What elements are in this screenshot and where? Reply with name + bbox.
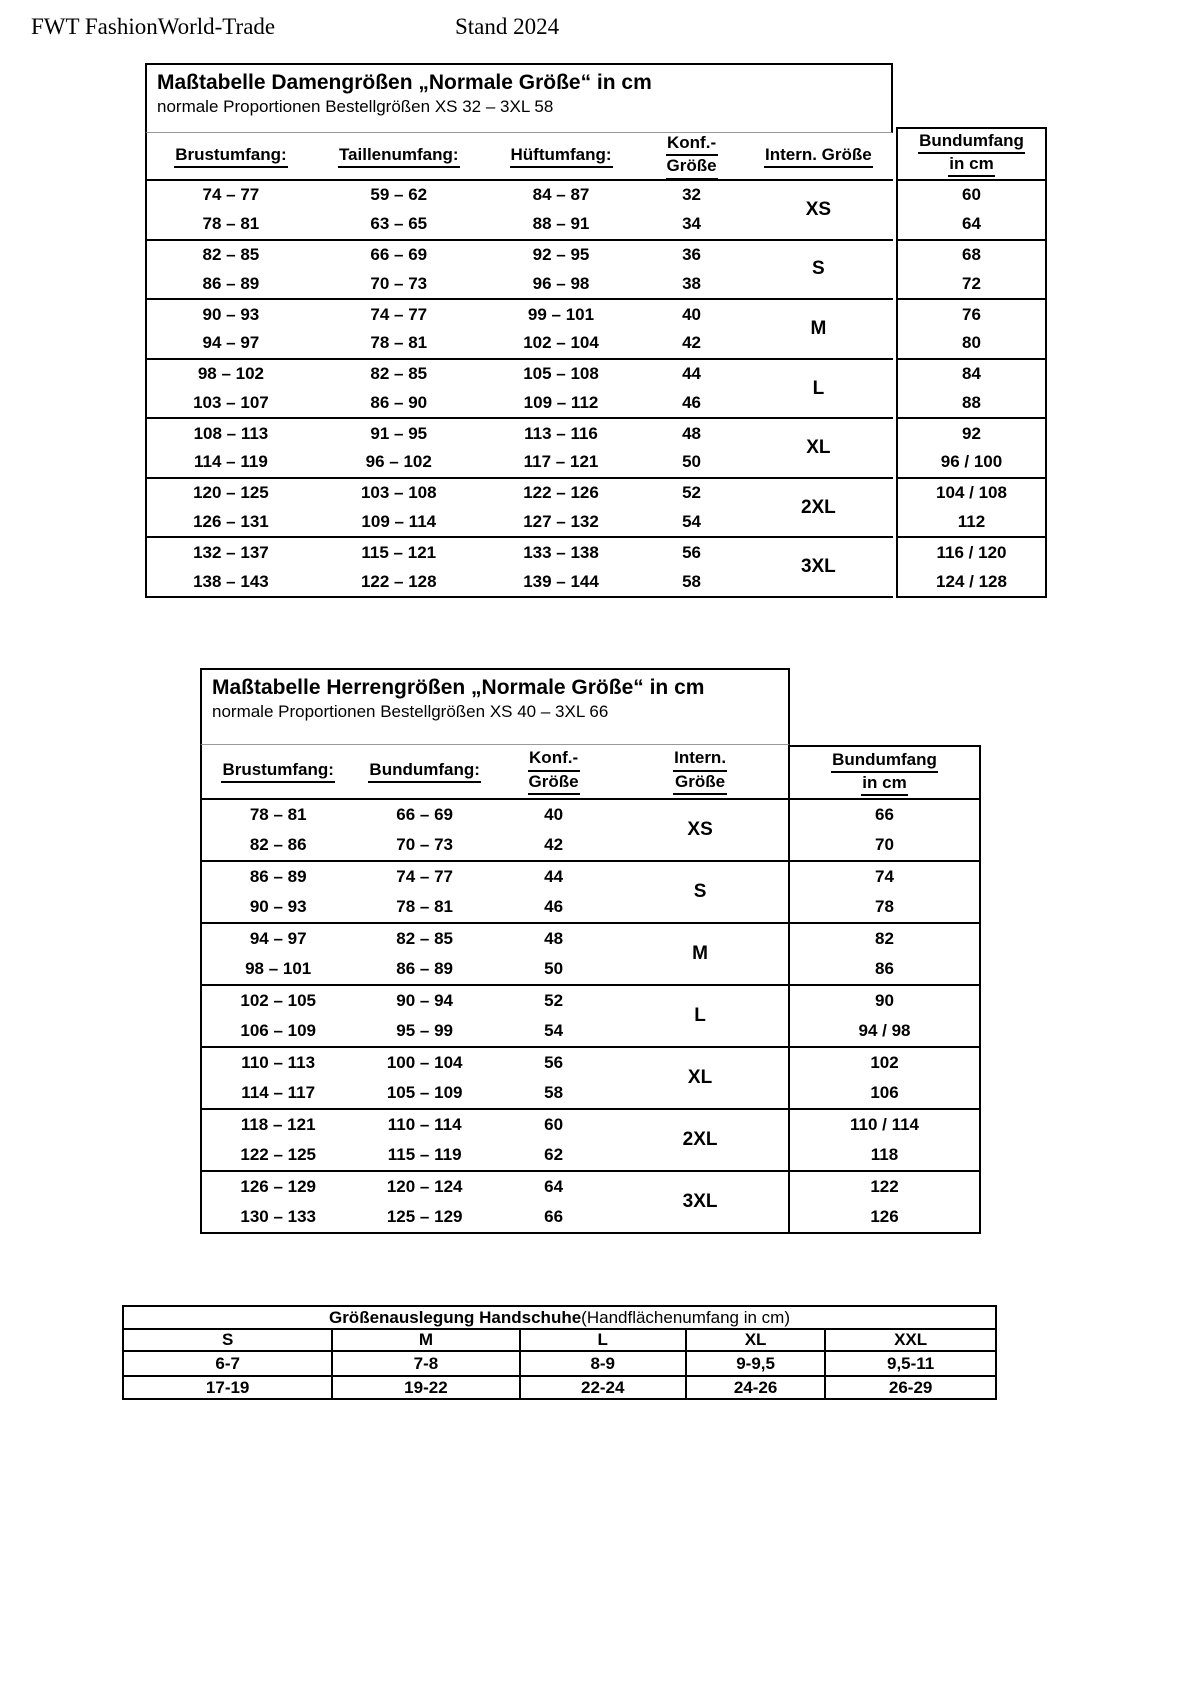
measurement-cell: 127 – 132 [523,512,599,532]
measurement-cell: 114 – 117 [241,1083,316,1102]
measurement-cell: 52 [544,991,564,1010]
bund-group [790,1170,979,1232]
bund-group [790,860,979,922]
size-label: L [812,377,825,399]
glove-palm-value: 7-8 [331,1350,518,1375]
bund-group [898,417,1045,477]
men-bund-column [790,745,981,1234]
measurement-cell: 108 – 113 [193,423,269,443]
bund-group [790,1046,979,1108]
bund-value-cell: 64 [962,214,981,234]
women-table-subtitle: normale Proportionen Bestellgrößen XS 32 – 3XL 58 [157,97,554,117]
measurement-cell: 88 – 91 [532,214,590,234]
bund-value-cell: 96 / 100 [940,452,1003,472]
glove-table-title-bold: Größenauslegung Handschuhe [328,1307,582,1327]
bund-value-cell: 102 [870,1053,899,1072]
men-size-table [200,668,981,1234]
measurement-cell: 100 – 104 [386,1053,463,1072]
women-bund-column [896,127,1047,598]
column-header [368,760,480,783]
measurement-cell: 78 – 81 [202,214,260,234]
size-group [202,1170,788,1232]
glove-palm-value: 9-9,5 [685,1350,824,1375]
measurement-cell: 70 – 73 [396,835,454,854]
measurement-cell: 46 [544,897,564,916]
measurement-cell: 90 – 93 [202,304,260,324]
measurement-cell: 32 [682,185,702,205]
measurement-cell: 130 – 133 [240,1207,316,1226]
measurement-cell: 66 – 69 [396,805,454,824]
size-group [202,860,788,922]
bund-value-cell: 72 [962,273,981,293]
size-label: XL [806,437,831,459]
glove-cm-value: 24-26 [685,1375,824,1398]
measurement-cell: 56 [544,1053,564,1072]
bund-value-cell: 70 [875,835,894,854]
measurement-cell: 98 – 102 [197,364,265,384]
glove-cm-value: 22-24 [519,1375,685,1398]
measurement-cell: 78 – 81 [396,897,454,916]
glove-table-title [124,1307,995,1328]
men-table-subtitle: normale Proportionen Bestellgrößen XS 40 – 3XL 66 [212,702,609,722]
size-group [202,800,788,860]
bund-group [898,477,1045,537]
measurement-cell: 90 – 94 [396,991,454,1010]
size-label: 3XL [682,1191,718,1212]
measurement-cell: 114 – 119 [194,452,268,472]
measurement-cell: 40 [544,805,564,824]
column-header-line: Intern. [673,748,727,771]
bund-value-cell: 66 [875,805,894,824]
glove-size-header: XXL [824,1328,995,1350]
measurement-cell: 122 – 125 [240,1145,316,1164]
measurement-cell: 95 – 99 [396,1021,454,1040]
size-group [202,984,788,1046]
glove-palm-value: 6-7 [124,1350,331,1375]
measurement-cell: 105 – 109 [386,1083,463,1102]
column-header-line: Brustumfang: [221,760,334,783]
bund-value-cell: 84 [962,364,981,384]
size-label: XS [687,819,713,840]
size-group [147,417,893,477]
men-table-title: Maßtabelle Herrengrößen „Normale Größe“ in cm [212,676,705,699]
measurement-cell: 78 – 81 [370,333,428,353]
glove-size-header: L [519,1328,685,1350]
measurement-cell: 44 [682,364,702,384]
measurement-cell: 82 – 85 [396,929,454,948]
size-group [147,181,893,239]
column-header-line: Bundumfang: [368,760,480,783]
bund-value-cell: 122 [870,1177,899,1196]
bund-value-cell: 82 [875,929,894,948]
bund-value-cell: 110 / 114 [849,1115,920,1134]
measurement-cell: 84 – 87 [532,185,590,205]
bund-value-cell: 60 [962,185,981,205]
bund-value-cell: 86 [875,959,894,978]
size-label: M [692,943,708,964]
measurement-cell: 66 – 69 [370,244,428,264]
measurement-cell: 96 – 98 [532,273,590,293]
women-bund-rows [898,181,1045,596]
women-table-header-row [147,133,893,181]
measurement-cell: 42 [544,835,564,854]
column-header-line: Intern. Größe [764,145,873,168]
women-bund-header-line1: Bundumfang [918,131,1025,154]
measurement-cell: 36 [682,244,702,264]
measurement-cell: 63 – 65 [370,214,428,234]
women-table-title: Maßtabelle Damengrößen „Normale Größe“ in cm [157,71,652,94]
measurement-cell: 59 – 62 [370,185,428,205]
measurement-cell: 122 – 128 [360,571,437,591]
measurement-cell: 52 [682,483,702,503]
measurement-cell: 117 – 121 [523,452,599,472]
bund-group [790,984,979,1046]
glove-size-header: XL [685,1328,824,1350]
size-group [147,358,893,418]
measurement-cell: 66 [544,1207,564,1226]
measurement-cell: 82 – 86 [249,835,307,854]
measurement-cell: 103 – 107 [193,392,269,412]
size-label: S [812,258,825,280]
measurement-cell: 118 – 121 [240,1115,316,1134]
bund-value-cell: 104 / 108 [936,483,1007,503]
measurement-cell: 90 – 93 [249,897,307,916]
measurement-cell: 139 – 144 [523,571,599,591]
column-header [764,145,873,168]
measurement-cell: 48 [682,423,702,443]
measurement-cell: 120 – 124 [386,1177,463,1196]
measurement-cell: 138 – 143 [193,571,269,591]
bund-group [790,1108,979,1170]
measurement-cell: 105 – 108 [523,364,599,384]
measurement-cell: 74 – 77 [202,185,260,205]
measurement-cell: 40 [682,304,702,324]
glove-cm-value: 26-29 [824,1375,995,1398]
bund-value-cell: 124 / 128 [936,571,1007,591]
glove-table-title-normal: (Handflächenumfang in cm) [581,1307,790,1327]
column-header [673,748,727,795]
measurement-cell: 56 [682,542,702,562]
women-bund-header [898,129,1045,181]
men-table-body [200,745,790,1234]
measurement-cell: 86 – 89 [202,273,260,293]
women-size-table [145,63,1047,598]
size-group [202,1108,788,1170]
size-label: 3XL [800,556,836,578]
size-group [147,477,893,537]
measurement-cell: 91 – 95 [370,423,428,443]
glove-size-table [122,1305,997,1400]
measurement-cell: 86 – 90 [370,392,428,412]
bund-group [898,298,1045,358]
column-header-line: Brustumfang: [174,145,287,168]
size-label: XS [805,198,832,220]
bund-value-cell: 106 [870,1083,899,1102]
measurement-cell: 102 – 104 [523,333,599,353]
bund-value-cell: 92 [962,423,981,443]
measurement-cell: 106 – 109 [240,1021,316,1040]
measurement-cell: 103 – 108 [360,483,437,503]
measurement-cell: 94 – 97 [202,333,260,353]
men-bund-rows [790,800,979,1232]
measurement-cell: 54 [682,512,702,532]
measurement-cell: 74 – 77 [370,304,428,324]
column-header-line: Konf.- [666,133,718,156]
measurement-cell: 133 – 138 [523,542,599,562]
bund-value-cell: 90 [875,991,894,1010]
measurement-cell: 46 [682,392,702,412]
bund-group [898,358,1045,418]
measurement-cell: 44 [544,867,564,886]
measurement-cell: 96 – 102 [365,452,432,472]
column-header [666,133,718,180]
bund-group [898,181,1045,239]
glove-cm-value: 17-19 [124,1375,331,1398]
size-label: XL [687,1067,713,1088]
column-header-line: Hüftumfang: [510,145,613,168]
size-label: S [693,881,707,902]
column-header-line: Größe [528,772,580,795]
men-bund-header-line2: in cm [861,773,907,796]
column-header [510,145,613,168]
column-header [221,760,334,783]
men-table-rows [202,800,788,1232]
glove-size-header: S [124,1328,331,1350]
size-label: 2XL [800,496,836,518]
measurement-cell: 120 – 125 [193,483,269,503]
bund-group [898,239,1045,299]
bund-value-cell: 78 [875,897,894,916]
measurement-cell: 126 – 131 [193,512,269,532]
bund-value-cell: 112 [957,512,986,532]
glove-palm-value: 9,5-11 [824,1350,995,1375]
version-date: Stand 2024 [455,14,560,39]
measurement-cell: 86 – 89 [249,867,307,886]
measurement-cell: 62 [544,1145,564,1164]
measurement-cell: 74 – 77 [396,867,454,886]
measurement-cell: 64 [544,1177,564,1196]
size-group [147,298,893,358]
measurement-cell: 82 – 85 [202,244,260,264]
company-name: FWT FashionWorld-Trade [31,14,276,39]
column-header [174,145,287,168]
column-header [338,145,460,168]
bund-group [790,922,979,984]
men-table-title-box [200,668,790,745]
size-label: M [810,317,827,339]
measurement-cell: 122 – 126 [523,483,599,503]
measurement-cell: 50 [682,452,702,472]
bund-value-cell: 88 [962,392,981,412]
measurement-cell: 94 – 97 [249,929,307,948]
glove-cm-value: 19-22 [331,1375,518,1398]
glove-size-header: M [331,1328,518,1350]
measurement-cell: 132 – 137 [193,542,269,562]
bund-value-cell: 94 / 98 [858,1021,911,1040]
measurement-cell: 50 [544,959,564,978]
bund-group [898,536,1045,596]
bund-value-cell: 80 [962,333,981,353]
measurement-cell: 92 – 95 [532,244,590,264]
bund-value-cell: 68 [962,244,981,264]
men-bund-header [790,747,979,800]
women-table-title-box [145,63,893,133]
measurement-cell: 102 – 105 [240,991,316,1010]
size-label: L [694,1005,706,1026]
measurement-cell: 38 [682,273,702,293]
size-group [147,239,893,299]
measurement-cell: 60 [544,1115,564,1134]
measurement-cell: 34 [682,214,702,234]
measurement-cell: 58 [682,571,702,591]
column-header [528,748,580,795]
measurement-cell: 126 – 129 [240,1177,316,1196]
measurement-cell: 109 – 112 [523,392,599,412]
size-group [202,1046,788,1108]
measurement-cell: 99 – 101 [527,304,595,324]
measurement-cell: 115 – 119 [387,1145,462,1164]
measurement-cell: 48 [544,929,564,948]
size-group [147,536,893,596]
men-bund-header-line1: Bundumfang [831,750,938,773]
measurement-cell: 78 – 81 [249,805,307,824]
measurement-cell: 86 – 89 [396,959,454,978]
column-header-line: Größe [673,772,727,795]
bund-group [790,800,979,860]
women-table-body [145,133,893,598]
measurement-cell: 82 – 85 [370,364,428,384]
measurement-cell: 110 – 113 [241,1053,316,1072]
measurement-cell: 98 – 101 [245,959,312,978]
bund-value-cell: 118 [870,1145,899,1164]
measurement-cell: 58 [544,1083,564,1102]
measurement-cell: 54 [544,1021,564,1040]
measurement-cell: 113 – 116 [524,423,598,443]
measurement-cell: 42 [682,333,702,353]
column-header-line: Größe [666,156,718,179]
bund-value-cell: 74 [875,867,894,886]
column-header-line: Taillenumfang: [338,145,460,168]
column-header-line: Konf.- [528,748,580,771]
measurement-cell: 115 – 121 [361,542,437,562]
measurement-cell: 110 – 114 [387,1115,462,1134]
size-group [202,922,788,984]
men-table-header-row [202,745,788,800]
measurement-cell: 70 – 73 [370,273,428,293]
women-bund-header-line2: in cm [948,154,994,177]
bund-value-cell: 116 / 120 [936,542,1007,562]
size-label: 2XL [682,1129,718,1150]
women-table-rows [147,181,893,596]
measurement-cell: 125 – 129 [386,1207,463,1226]
bund-value-cell: 76 [962,304,981,324]
bund-value-cell: 126 [870,1207,899,1226]
glove-palm-value: 8-9 [519,1350,685,1375]
measurement-cell: 109 – 114 [361,512,437,532]
